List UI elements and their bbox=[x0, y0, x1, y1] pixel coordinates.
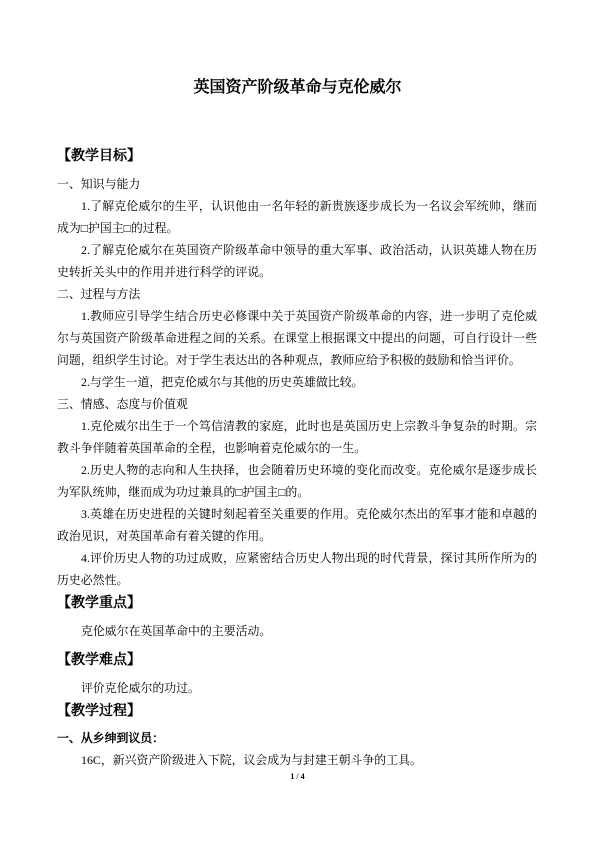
paragraph-line: 为军队统帅，继而成为功过兼具的□护国主□的。 bbox=[57, 485, 310, 499]
key-points-text: 克伦威尔在英国革命中的主要活动。 bbox=[81, 624, 272, 638]
section-difficulties bbox=[57, 648, 537, 699]
paragraph-line: 2.与学生一道，把克伦威尔与其他的历史英雄做比较。 bbox=[81, 375, 364, 389]
subsection-heading-knowledge: 一、知识与能力 bbox=[57, 177, 141, 191]
paragraph-line: 1.克伦威尔出生于一个笃信清教的家庭，此时也是英国历史上宗教斗争复杂的时期。宗 bbox=[81, 419, 537, 433]
process-step-heading: 一、从乡绅到议员： bbox=[57, 731, 165, 745]
section-heading-objectives: 【教学目标】 bbox=[57, 147, 141, 163]
section-teaching-objectives bbox=[57, 144, 537, 591]
difficulties-text: 评价克伦威尔的功过。 bbox=[81, 681, 200, 695]
document-body bbox=[57, 144, 537, 771]
process-objective-2 bbox=[57, 371, 537, 393]
values-objective-4 bbox=[57, 547, 537, 591]
paragraph-line: 问题，组织学生讨论。对于学生表达出的各种观点，教师应给予积极的鼓励和恰当评价。 bbox=[57, 353, 521, 367]
section-heading-difficulties: 【教学难点】 bbox=[57, 651, 141, 667]
paragraph-line: 4.评价历史人物的功过成败，应紧密结合历史人物出现的时代背景，探讨其所作所为的 bbox=[81, 551, 537, 565]
page-number: 1 / 4 bbox=[290, 772, 305, 781]
paragraph-line: 2.历史人物的志向和人生抉择，也会随着历史环境的变化而改变。克伦威尔是逐步成长 bbox=[81, 463, 537, 477]
paragraph-line: 1.教师应引导学生结合历史必修课中关于英国资产阶级革命的内容，进一步明了克伦威 bbox=[81, 309, 537, 323]
section-heading-process: 【教学过程】 bbox=[57, 702, 141, 718]
values-objective-3 bbox=[57, 503, 537, 547]
paragraph-line: 历史必然性。 bbox=[57, 573, 129, 587]
paragraph-line: 尔与英国资产阶级革命进程之间的关系。在课堂上根据课文中提出的问题，可自行设计一些 bbox=[57, 331, 537, 345]
section-key-points bbox=[57, 591, 537, 642]
paragraph-line: 成为□护国主□的过程。 bbox=[57, 221, 179, 235]
knowledge-objective-2 bbox=[57, 239, 537, 283]
paragraph-line: 3.英雄在历史进程的关键时刻起着至关重要的作用。克伦威尔杰出的军事才能和卓越的 bbox=[81, 507, 537, 521]
values-objective-2 bbox=[57, 459, 537, 503]
section-teaching-process bbox=[57, 699, 537, 771]
knowledge-objective-1 bbox=[57, 195, 537, 239]
paragraph-line: 史转折关头中的作用并进行科学的评说。 bbox=[57, 265, 272, 279]
subsection-heading-process-method: 二、过程与方法 bbox=[57, 287, 141, 301]
subsection-heading-values: 三、情感、态度与价值观 bbox=[57, 397, 188, 411]
paragraph-line: 2.了解克伦威尔在英国资产阶级革命中领导的重大军事、政治活动，认识英雄人物在历 bbox=[81, 243, 537, 257]
values-objective-1 bbox=[57, 415, 537, 459]
section-heading-key-points: 【教学重点】 bbox=[57, 594, 141, 610]
document-title: 英国资产阶级革命与克伦威尔 bbox=[193, 79, 402, 96]
paragraph-line: 教斗争伴随着英国革命的全程，也影响着克伦威尔的一生。 bbox=[57, 441, 367, 455]
process-step-text: 16C，新兴资产阶级进入下院，议会成为与封建王朝斗争的工具。 bbox=[81, 753, 422, 767]
paragraph-line: 1.了解克伦威尔的生平，认识他由一名年轻的新贵族逐步成长为一名议会军统帅，继而 bbox=[81, 199, 537, 213]
process-objective-1 bbox=[57, 305, 537, 371]
paragraph-line: 政治见识，对英国革命有着关键的作用。 bbox=[57, 529, 272, 543]
